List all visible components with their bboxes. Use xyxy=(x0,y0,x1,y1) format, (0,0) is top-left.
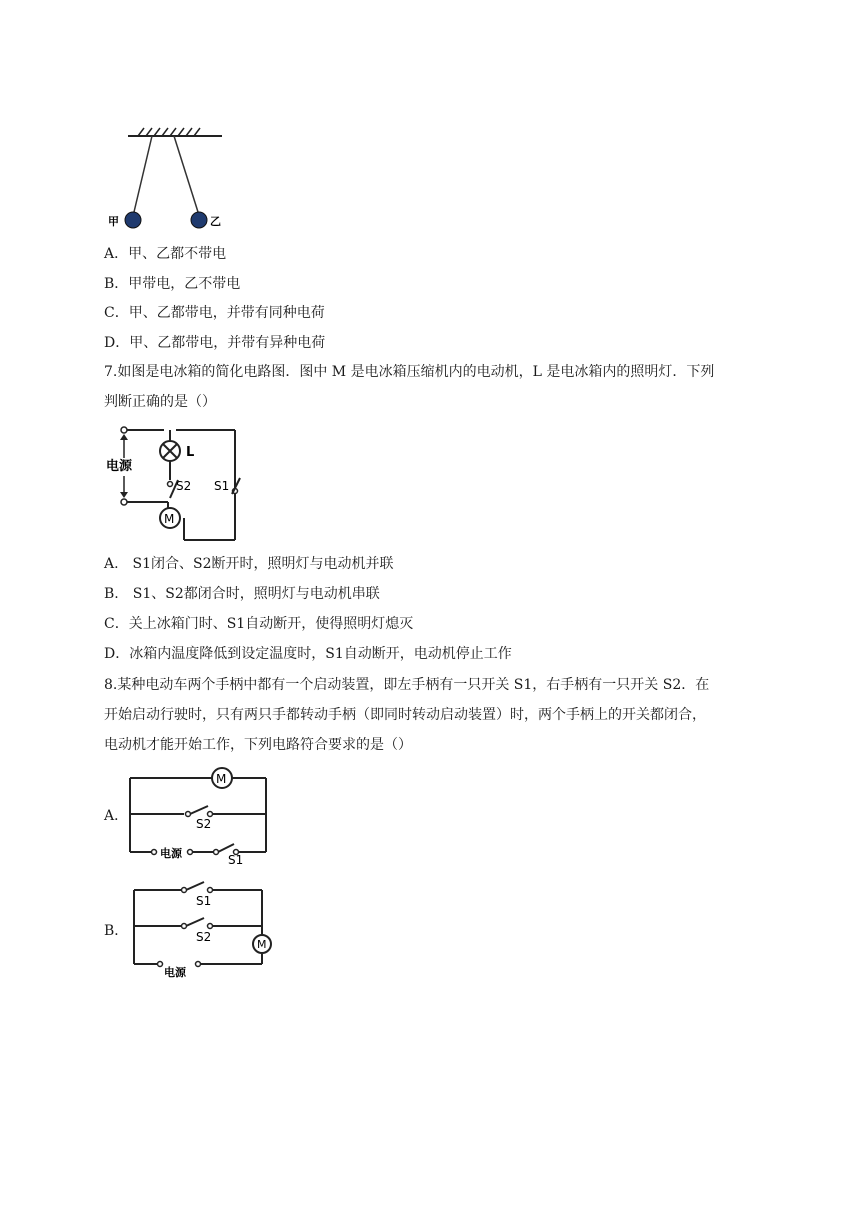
q6-option-b: B．甲带电，乙不带电 xyxy=(104,276,241,292)
ball-yi xyxy=(191,212,207,228)
ball-jia xyxy=(125,212,141,228)
q8a-source-label: 电源 xyxy=(160,847,182,860)
q8-stem-line1: 8.某种电动车两个手柄中都有一个启动装置，即左手柄有一只开关 S1，右手柄有一只开关 S2．在 xyxy=(104,677,710,693)
q8a-motor-label: M xyxy=(216,772,227,786)
q8a-s1-label: S1 xyxy=(228,853,244,866)
ball-jia-label: 甲 xyxy=(108,215,119,228)
ball-yi-label: 乙 xyxy=(210,215,221,228)
q8-stem-line2: 开始启动行驶时，只有两只手都转动手柄（即同时转动启动装置）时，两个手柄上的开关都闭合， xyxy=(104,707,706,723)
q6-option-a: A．甲、乙都不带电 xyxy=(104,246,227,262)
q6-option-c: C．甲、乙都带电，并带有同种电荷 xyxy=(104,305,325,321)
q8b-s2-label: S2 xyxy=(196,930,212,944)
q8a-s2-label: S2 xyxy=(196,817,212,831)
fridge-s1-label: S1 xyxy=(214,479,230,493)
q6-option-d: D．甲、乙都带电，并带有异种电荷 xyxy=(104,335,326,351)
fridge-s2-label: S2 xyxy=(176,479,192,493)
q7-stem-line1: 7.如图是电冰箱的简化电路图．图中 M 是电冰箱压缩机内的电动机，L 是电冰箱内的照明灯．下列 xyxy=(104,364,715,380)
q8b-source-label: 电源 xyxy=(164,966,186,979)
q8b-s1-label: S1 xyxy=(196,894,212,908)
q7-option-d: D．冰箱内温度降低到设定温度时，S1自动断开，电动机停止工作 xyxy=(104,646,512,662)
q8b-motor-label: M xyxy=(257,938,267,951)
fridge-lamp-label: L xyxy=(186,445,195,460)
q7-option-c: C．关上冰箱门时、S1自动断开，使得照明灯熄灭 xyxy=(104,616,414,632)
q7-option-a: A. S1闭合、S2断开时，照明灯与电动机并联 xyxy=(104,556,394,572)
fridge-circuit-figure xyxy=(104,418,244,544)
q7-stem-line2: 判断正确的是（） xyxy=(104,394,216,410)
fridge-source-label: 电源 xyxy=(106,459,133,474)
q8-option-b-circuit xyxy=(122,878,272,980)
q8-stem-line3: 电动机才能开始工作，下列电路符合要求的是（） xyxy=(104,737,412,753)
q7-option-b: B. S1、S2都闭合时，照明灯与电动机串联 xyxy=(104,586,380,602)
fridge-motor-label: M xyxy=(164,512,175,526)
q8-option-b-letter: B． xyxy=(104,923,129,939)
pendulum-figure xyxy=(104,124,234,234)
q8-option-a-circuit xyxy=(122,764,272,866)
q8-option-a-letter: A． xyxy=(104,808,129,824)
